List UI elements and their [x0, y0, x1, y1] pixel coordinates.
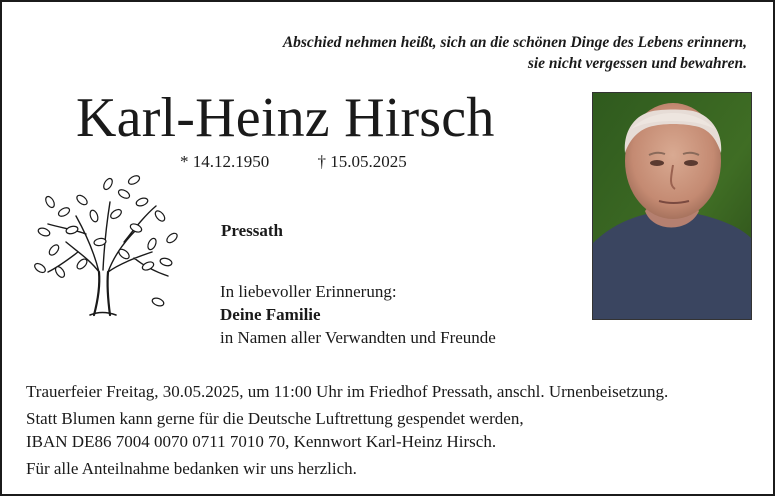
- memory-intro: In liebevoller Erinnerung:: [220, 282, 397, 301]
- portrait-photo: [592, 92, 752, 320]
- place-name: Pressath: [221, 221, 284, 240]
- relatives-line: in Namen aller Verwandten und Freunde: [220, 328, 496, 347]
- memory-block: [220, 280, 496, 349]
- donation-line-2: IBAN DE86 7004 0070 0711 7010 70, Kennwort Karl-Heinz Hirsch.: [26, 432, 497, 451]
- quote-line-1: Abschied nehmen heißt, sich an die schönen Dinge des Lebens erinnern,: [282, 34, 747, 51]
- funeral-service-line: Trauerfeier Freitag, 30.05.2025, um 11:00 Uhr im Friedhof Pressath, anschl. Urnenbeisetzung.: [26, 382, 669, 401]
- birth-date: * 14.12.1950: [180, 152, 270, 171]
- tree-icon: [24, 172, 184, 317]
- death-date: † 15.05.2025: [317, 152, 407, 171]
- life-dates: [180, 152, 407, 172]
- family-signature: Deine Familie: [220, 305, 321, 324]
- service-info: [26, 380, 668, 480]
- deceased-name: Karl-Heinz Hirsch: [76, 87, 495, 149]
- quote-line-2: sie nicht vergessen und bewahren.: [527, 55, 747, 72]
- thanks-line: Für alle Anteilnahme bedanken wir uns herzlich.: [26, 459, 357, 478]
- farewell-quote: [283, 32, 747, 74]
- donation-line-1: Statt Blumen kann gerne für die Deutsche Luftrettung gespendet werden,: [26, 409, 524, 428]
